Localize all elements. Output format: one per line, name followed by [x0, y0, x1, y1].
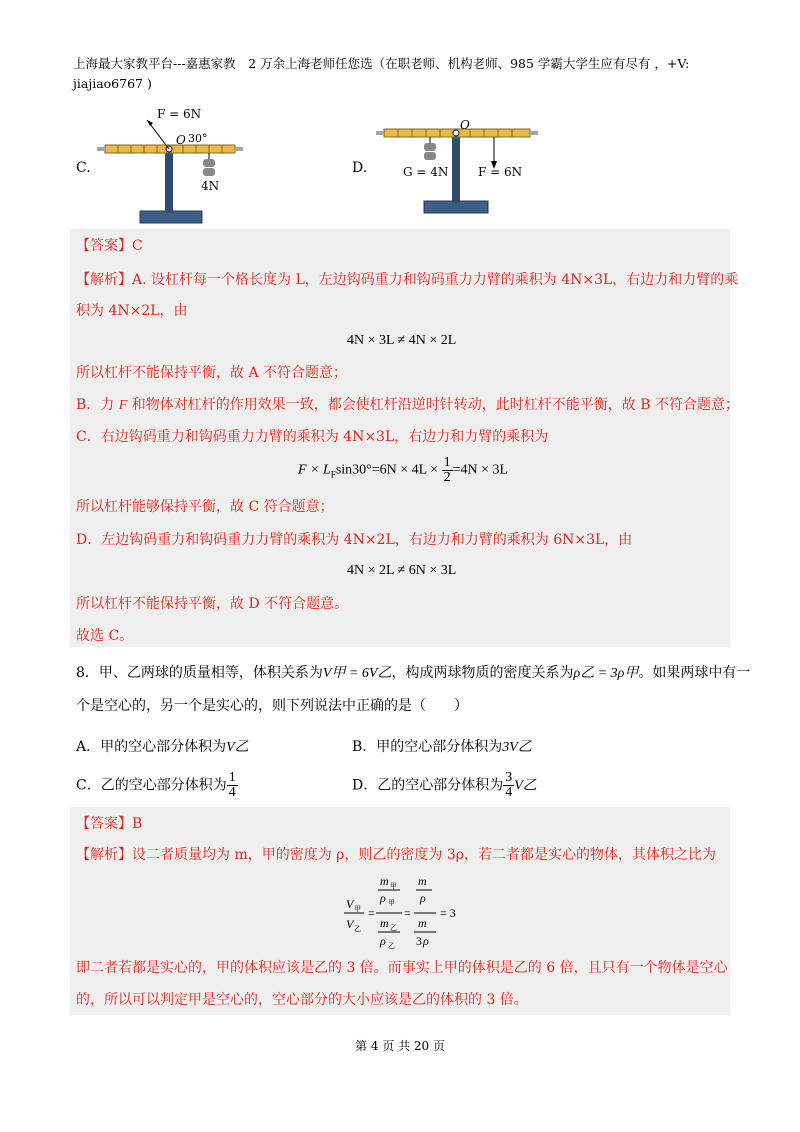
- analysis-c: C．右边钩码重力和钩码重力力臂的乘积为 4N×3L，右边力和力臂的乘积为: [76, 429, 549, 445]
- figure-c-angle: 30°: [188, 132, 208, 145]
- svg-text:m: m: [380, 874, 389, 888]
- header-line-2: jiajiao6767 ): [73, 76, 152, 91]
- svg-text:甲: 甲: [388, 899, 395, 907]
- figure-d-f: F = 6N: [478, 165, 523, 179]
- eq-c-fraction: [442, 456, 453, 485]
- analysis-8-line-1: 【解析】设二者质量均为 m，甲的密度为 ρ，则乙的密度为 3ρ，若二者都是实心的物体，其体积之比为: [76, 847, 716, 863]
- header-line-1: 上海最大家教平台---嘉惠家教 2 万余上海老师任您选（在职老师、机构老师、985 学霸大学生应有尽有 ，+V:: [73, 56, 690, 71]
- option-c-text: C．乙的空心部分体积为: [76, 777, 227, 794]
- svg-text:乙: 乙: [388, 942, 395, 950]
- ratio-equation: [340, 872, 470, 952]
- q8-text-c: 。如果两球中有一: [638, 665, 751, 681]
- figure-d-g: G = 4N: [403, 165, 449, 179]
- analysis-a-line-2: 积为 4N×2L，由: [76, 303, 188, 319]
- lever-figure-c: [95, 103, 255, 228]
- svg-text:ρ: ρ: [380, 934, 386, 948]
- figure-c-option: C.: [76, 160, 91, 176]
- option-d-text: D．乙的空心部分体积为: [352, 777, 504, 794]
- svg-text:3: 3: [416, 934, 422, 948]
- figure-c-force: F = 6N: [157, 107, 202, 121]
- option-d-numerator: 3: [505, 770, 513, 785]
- option-d-expr: V乙: [514, 778, 537, 794]
- svg-text:=: =: [404, 906, 411, 920]
- option-b-text: B．甲的空心部分体积为: [352, 739, 503, 755]
- eq-c-right: =4N × 3L: [452, 462, 509, 478]
- analysis-8-line-3: 的，所以可以判定甲是空心的，空心部分的大小应该是乙的体积的 3 倍。: [76, 992, 528, 1008]
- answer-7: 【答案】C: [76, 238, 143, 254]
- figure-d-pivot: O: [460, 118, 470, 132]
- conclusion-a: 所以杠杆不能保持平衡，故 A 不符合题意；: [76, 365, 348, 381]
- svg-text:V: V: [346, 897, 354, 911]
- ratio-result: = 3: [440, 906, 456, 920]
- option-a-text: A．甲的空心部分体积为: [76, 739, 227, 755]
- analysis-b-prefix: B．力: [76, 397, 119, 413]
- figure-c-weight: 4N: [201, 179, 220, 193]
- option-b-expr: 3V乙: [502, 740, 532, 755]
- q8-text-b: ，构成两球物质的密度关系为: [391, 665, 574, 681]
- conclusion-d: 所以杠杆不能保持平衡，故 D 不符合题意。: [76, 596, 349, 612]
- svg-text:m: m: [418, 874, 427, 888]
- svg-text:m: m: [418, 916, 427, 930]
- final-answer-7: 故选 C。: [76, 628, 134, 644]
- equation-c: [298, 456, 508, 485]
- option-d-denominator: 4: [505, 785, 513, 800]
- svg-text:=: =: [368, 906, 375, 920]
- analysis-d: D．左边钩码重力和钩码重力力臂的乘积为 4N×2L，右边力和力臂的乘积为 6N×3L，由: [76, 532, 633, 548]
- figure-d-option: D.: [352, 160, 368, 176]
- page-footer: 第 4 页 共 20 页: [355, 1039, 445, 1053]
- option-c-numerator: 1: [228, 770, 236, 785]
- analysis-b-text: 和物体对杠杆的作用效果一致，都会使杠杆沿逆时针转动，此时杠杆不能平衡，故 B 不符合题意；: [127, 397, 739, 413]
- eq-c-middle: sin30°=6N × 4L ×: [335, 462, 439, 478]
- question-8-line-2: 个是空心的，另一个是实心的，则下列说法中正确的是（ ）: [76, 698, 468, 714]
- analysis-a-line-1: 【解析】A. 设杠杆每一个格长度为 L，左边钩码重力和钩码重力力臂的乘积为 4N×3L，右边力和力臂的乘: [76, 272, 739, 288]
- q8-text-a: 8．甲、乙两球的质量相等，体积关系为: [76, 665, 323, 681]
- option-d-fraction: [503, 771, 514, 800]
- option-a-expr: V乙: [226, 740, 249, 755]
- svg-text:ρ: ρ: [380, 891, 386, 905]
- q8-volume-relation: V甲 = 6V乙: [322, 666, 392, 681]
- eq-c-numerator: 1: [443, 455, 451, 470]
- eq-c-left: F × L: [298, 462, 331, 478]
- analysis-8-line-2: 即二者若都是实心的，甲的体积应该是乙的 3 倍。而事实上甲的体积是乙的 6 倍，且只有一个物体是空心: [76, 960, 728, 976]
- svg-text:m: m: [380, 916, 389, 930]
- page-header: [73, 54, 733, 94]
- analysis-b-variable: F: [118, 398, 128, 413]
- q8-density-relation: ρ乙 = 3ρ甲: [573, 666, 639, 681]
- eq-c-subscript: F: [330, 469, 336, 480]
- option-c[interactable]: [76, 771, 238, 800]
- eq-c-denominator: 2: [443, 470, 451, 485]
- svg-text:V: V: [346, 917, 354, 931]
- figure-c-pivot: O: [176, 133, 186, 147]
- svg-text:乙: 乙: [390, 924, 397, 932]
- svg-text:甲: 甲: [390, 882, 397, 890]
- svg-text:甲: 甲: [354, 905, 361, 913]
- svg-text:乙: 乙: [354, 925, 361, 933]
- option-c-fraction: [227, 771, 238, 800]
- answer-8: 【答案】B: [76, 816, 143, 832]
- svg-text:ρ: ρ: [420, 891, 426, 905]
- conclusion-c: 所以杠杆能够保持平衡，故 C 符合题意；: [76, 499, 334, 515]
- option-d[interactable]: [352, 771, 537, 800]
- equation-d: 4N × 2L ≠ 6N × 3L: [347, 563, 457, 578]
- question-8-line-1: [76, 663, 750, 684]
- option-c-denominator: 4: [228, 785, 236, 800]
- equation-a: 4N × 3L ≠ 4N × 2L: [347, 333, 457, 348]
- option-a[interactable]: [76, 736, 249, 756]
- option-b[interactable]: [352, 736, 532, 756]
- analysis-b: [76, 395, 739, 416]
- svg-text:ρ: ρ: [423, 934, 429, 948]
